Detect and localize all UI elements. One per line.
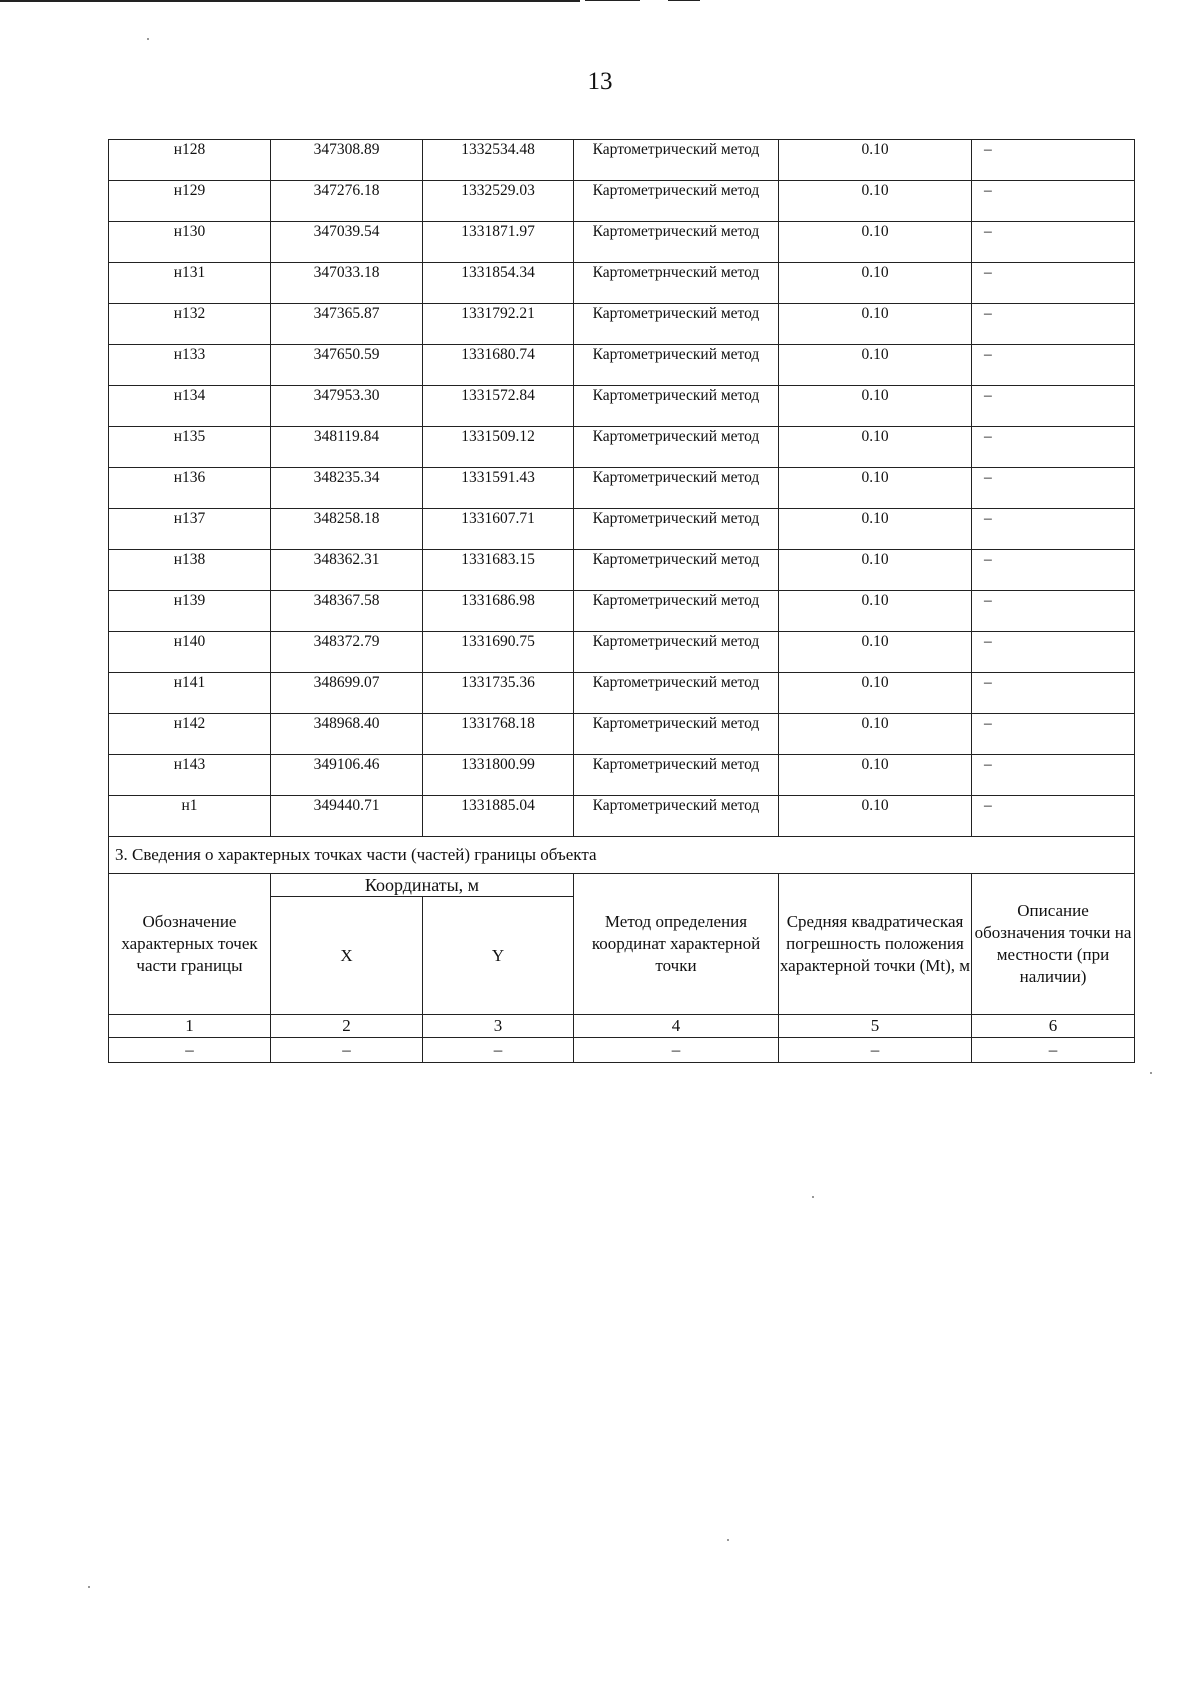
point-id-cell: н132: [109, 304, 271, 345]
x-coordinate-cell: 348235.34: [271, 468, 423, 509]
column-number: 4: [574, 1015, 779, 1038]
point-id-cell: н1: [109, 796, 271, 837]
column-number: 5: [779, 1015, 972, 1038]
description-cell: –: [972, 140, 1135, 181]
y-coordinate-cell: 1331871.97: [423, 222, 574, 263]
point-id-cell: н143: [109, 755, 271, 796]
column-number: 1: [109, 1015, 271, 1038]
x-coordinate-cell: 348258.18: [271, 509, 423, 550]
method-cell: Картометрический метод: [574, 550, 779, 591]
table-row: [109, 673, 1135, 714]
column-number: 6: [972, 1015, 1135, 1038]
header-error: Средняя квадратическая погрешность положения характерной точки (Mt), м: [779, 874, 972, 1015]
description-cell: –: [972, 591, 1135, 632]
coordinates-table: [108, 139, 1135, 1063]
point-id-cell: н137: [109, 509, 271, 550]
x-coordinate-cell: 348119.84: [271, 427, 423, 468]
x-coordinate-cell: 349106.46: [271, 755, 423, 796]
method-cell: Картометрический метод: [574, 386, 779, 427]
y-coordinate-cell: 1331800.99: [423, 755, 574, 796]
empty-cell: –: [423, 1038, 574, 1063]
table-row: [109, 632, 1135, 673]
y-coordinate-cell: 1331607.71: [423, 509, 574, 550]
empty-cell: –: [779, 1038, 972, 1063]
error-cell: 0.10: [779, 468, 972, 509]
method-cell: Картометрический метод: [574, 509, 779, 550]
y-coordinate-cell: 1331509.12: [423, 427, 574, 468]
point-id-cell: н129: [109, 181, 271, 222]
y-coordinate-cell: 1331683.15: [423, 550, 574, 591]
empty-cell: –: [271, 1038, 423, 1063]
header-x: X: [271, 897, 423, 1015]
table-row: [109, 550, 1135, 591]
error-cell: 0.10: [779, 550, 972, 591]
point-id-cell: н139: [109, 591, 271, 632]
error-cell: 0.10: [779, 755, 972, 796]
scan-speck: [1150, 1072, 1152, 1074]
header-description: Описание обозначения точки на местности (при наличии): [972, 874, 1135, 1015]
scan-speck: [727, 1539, 729, 1541]
description-cell: –: [972, 468, 1135, 509]
table-row: [109, 263, 1135, 304]
table-row: [109, 140, 1135, 181]
x-coordinate-cell: 347650.59: [271, 345, 423, 386]
description-cell: –: [972, 714, 1135, 755]
scan-top-edge-line: [0, 0, 580, 2]
column-number: 3: [423, 1015, 574, 1038]
x-coordinate-cell: 347308.89: [271, 140, 423, 181]
empty-cell: –: [109, 1038, 271, 1063]
x-coordinate-cell: 348968.40: [271, 714, 423, 755]
y-coordinate-cell: 1331885.04: [423, 796, 574, 837]
error-cell: 0.10: [779, 714, 972, 755]
error-cell: 0.10: [779, 509, 972, 550]
page-number: 13: [587, 68, 613, 95]
table-row: [109, 427, 1135, 468]
section3-title: 3. Сведения о характерных точках части (частей) границы объекта: [109, 837, 1135, 874]
y-coordinate-cell: 1331768.18: [423, 714, 574, 755]
table-row: [109, 796, 1135, 837]
point-id-cell: н131: [109, 263, 271, 304]
table-row: [109, 755, 1135, 796]
description-cell: –: [972, 181, 1135, 222]
scan-speck: [812, 1196, 814, 1198]
scan-speck: [88, 1586, 90, 1588]
section3-block: [109, 837, 1135, 1063]
table-row: [109, 468, 1135, 509]
method-cell: Картометрический метод: [574, 427, 779, 468]
method-cell: Картометрический метод: [574, 755, 779, 796]
empty-cell: –: [972, 1038, 1135, 1063]
x-coordinate-cell: 348699.07: [271, 673, 423, 714]
point-id-cell: н136: [109, 468, 271, 509]
method-cell: Картометрический метод: [574, 796, 779, 837]
point-id-cell: н142: [109, 714, 271, 755]
description-cell: –: [972, 386, 1135, 427]
point-id-cell: н128: [109, 140, 271, 181]
scan-speck: [147, 38, 149, 40]
error-cell: 0.10: [779, 181, 972, 222]
method-cell: Картометрический метод: [574, 468, 779, 509]
method-cell: Картометрический метод: [574, 673, 779, 714]
method-cell: Картометрический метод: [574, 345, 779, 386]
point-id-cell: н135: [109, 427, 271, 468]
error-cell: 0.10: [779, 386, 972, 427]
x-coordinate-cell: 347039.54: [271, 222, 423, 263]
description-cell: –: [972, 673, 1135, 714]
x-coordinate-cell: 347365.87: [271, 304, 423, 345]
empty-cell: –: [574, 1038, 779, 1063]
x-coordinate-cell: 347953.30: [271, 386, 423, 427]
point-id-cell: н141: [109, 673, 271, 714]
description-cell: –: [972, 427, 1135, 468]
error-cell: 0.10: [779, 591, 972, 632]
coordinates-table-body: [109, 140, 1135, 837]
scan-top-edge-line: [585, 0, 640, 1]
description-cell: –: [972, 796, 1135, 837]
error-cell: 0.10: [779, 632, 972, 673]
description-cell: –: [972, 222, 1135, 263]
table-row: [109, 304, 1135, 345]
table-row: [109, 591, 1135, 632]
y-coordinate-cell: 1331792.21: [423, 304, 574, 345]
scan-top-edge-line: [668, 0, 700, 1]
x-coordinate-cell: 348372.79: [271, 632, 423, 673]
description-cell: –: [972, 755, 1135, 796]
x-coordinate-cell: 347276.18: [271, 181, 423, 222]
y-coordinate-cell: 1331735.36: [423, 673, 574, 714]
table-row: [109, 386, 1135, 427]
header-coordinates: Координаты, м: [271, 874, 574, 897]
method-cell: Картометрический метод: [574, 181, 779, 222]
method-cell: Картометрический метод: [574, 714, 779, 755]
error-cell: 0.10: [779, 140, 972, 181]
description-cell: –: [972, 263, 1135, 304]
method-cell: Картометрический метод: [574, 591, 779, 632]
point-id-cell: н140: [109, 632, 271, 673]
error-cell: 0.10: [779, 796, 972, 837]
method-cell: Картометрнческий метод: [574, 263, 779, 304]
error-cell: 0.10: [779, 673, 972, 714]
description-cell: –: [972, 509, 1135, 550]
description-cell: –: [972, 550, 1135, 591]
table-row: [109, 181, 1135, 222]
x-coordinate-cell: 348367.58: [271, 591, 423, 632]
y-coordinate-cell: 1331854.34: [423, 263, 574, 304]
description-cell: –: [972, 632, 1135, 673]
column-number: 2: [271, 1015, 423, 1038]
table-row: [109, 222, 1135, 263]
point-id-cell: н133: [109, 345, 271, 386]
method-cell: Картометрический метод: [574, 632, 779, 673]
method-cell: Картометрический метод: [574, 222, 779, 263]
error-cell: 0.10: [779, 222, 972, 263]
y-coordinate-cell: 1332534.48: [423, 140, 574, 181]
error-cell: 0.10: [779, 304, 972, 345]
y-coordinate-cell: 1331591.43: [423, 468, 574, 509]
header-method: Метод определения координат характерной точки: [574, 874, 779, 1015]
table-row: [109, 345, 1135, 386]
y-coordinate-cell: 1331686.98: [423, 591, 574, 632]
error-cell: 0.10: [779, 263, 972, 304]
method-cell: Картометрический метод: [574, 140, 779, 181]
y-coordinate-cell: 1331572.84: [423, 386, 574, 427]
y-coordinate-cell: 1332529.03: [423, 181, 574, 222]
method-cell: Картометрический метод: [574, 304, 779, 345]
description-cell: –: [972, 345, 1135, 386]
x-coordinate-cell: 348362.31: [271, 550, 423, 591]
header-y: Y: [423, 897, 574, 1015]
y-coordinate-cell: 1331690.75: [423, 632, 574, 673]
error-cell: 0.10: [779, 345, 972, 386]
x-coordinate-cell: 349440.71: [271, 796, 423, 837]
y-coordinate-cell: 1331680.74: [423, 345, 574, 386]
point-id-cell: н130: [109, 222, 271, 263]
point-id-cell: н134: [109, 386, 271, 427]
description-cell: –: [972, 304, 1135, 345]
point-id-cell: н138: [109, 550, 271, 591]
x-coordinate-cell: 347033.18: [271, 263, 423, 304]
table-row: [109, 714, 1135, 755]
header-point: Обозначение характерных точек части границы: [109, 874, 271, 1015]
table-row: [109, 509, 1135, 550]
error-cell: 0.10: [779, 427, 972, 468]
